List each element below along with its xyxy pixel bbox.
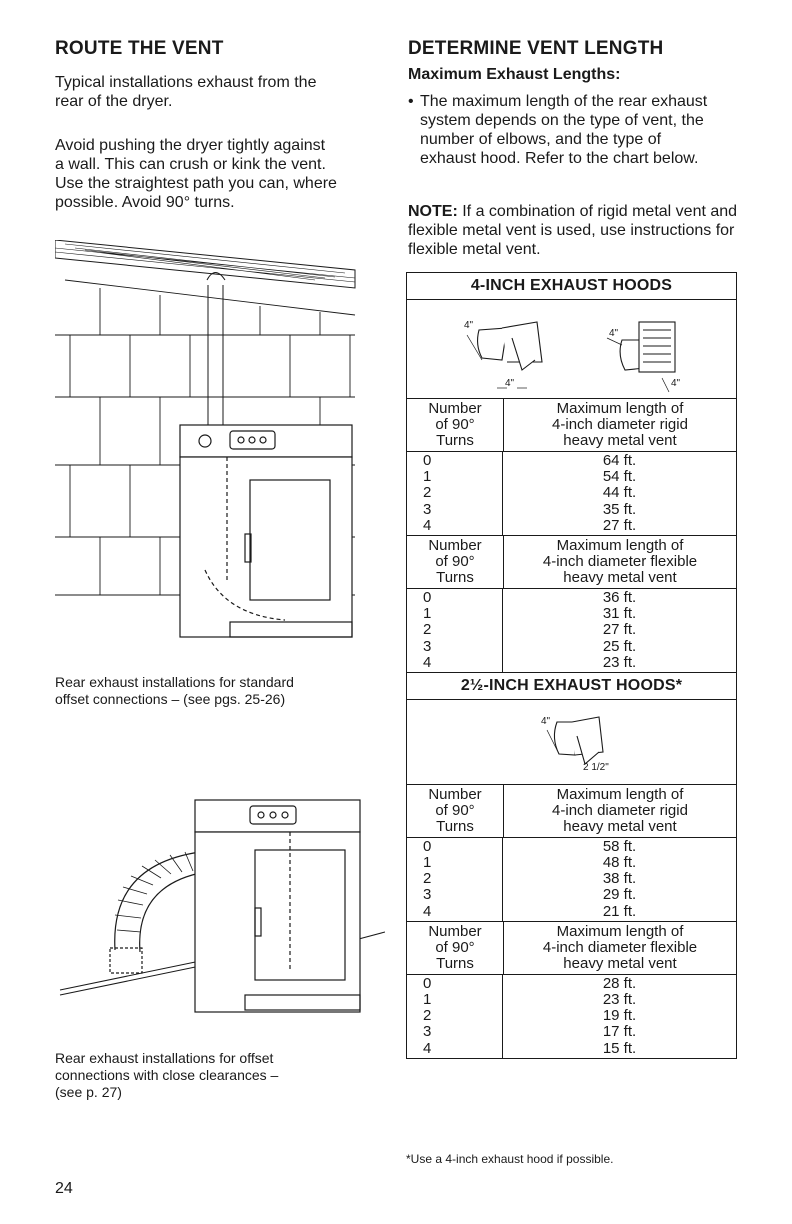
length-cell: 19 ft. xyxy=(602,1007,637,1025)
louvered-hood-icon xyxy=(467,322,542,370)
route-vent-intro: Typical installations exhaust from the rear of the dryer. xyxy=(55,74,317,110)
header-diameter: 4-inch diameter flexible xyxy=(542,938,698,956)
header-vent-type: heavy metal vent xyxy=(563,568,677,586)
header-turns: Turns xyxy=(436,954,474,972)
length-cell: 38 ft. xyxy=(602,870,637,888)
small-louvered-hood-icon xyxy=(547,717,603,764)
length-cell: 31 ft. xyxy=(602,605,637,623)
length-cell: 27 ft. xyxy=(602,621,637,639)
header-max-length: Maximum length of xyxy=(556,400,684,417)
table-body-flexible-4 xyxy=(407,589,736,673)
header-of-90: of 90° xyxy=(435,938,475,956)
length-cell: 17 ft. xyxy=(602,1023,637,1041)
table-header-rigid-2-5 xyxy=(407,785,736,838)
length-cell: 29 ft. xyxy=(602,886,637,904)
dryer-2 xyxy=(195,800,360,1012)
table-header-flexible-2-5 xyxy=(407,922,736,975)
hood-illustrations-4-inch xyxy=(407,300,736,399)
length-cell: 28 ft. xyxy=(602,974,637,992)
turns-cell: 2 xyxy=(423,484,432,502)
flexible-vent-duct xyxy=(110,852,205,973)
turns-cell: 0 xyxy=(423,588,432,606)
header-number: Number xyxy=(428,400,482,417)
length-cell: 64 ft. xyxy=(602,452,637,469)
header-number: Number xyxy=(428,922,482,940)
dimension-arrows xyxy=(497,378,669,392)
route-vent-heading: ROUTE THE VENT xyxy=(55,38,224,59)
turns-cell: 1 xyxy=(423,991,432,1008)
length-cell: 44 ft. xyxy=(602,484,637,502)
exhaust-length-bullet: The maximum length of the rear exhaust system depends on the type of vent, the number of elbows, and the type of exhaust hood. Refer to the chart below. xyxy=(420,93,708,167)
turns-cell: 4 xyxy=(423,902,432,920)
hood-illustration-2-5-inch xyxy=(407,700,736,785)
header-number: Number xyxy=(428,536,482,554)
header-of-90: of 90° xyxy=(435,552,475,570)
length-cell: 15 ft. xyxy=(602,1039,637,1057)
turns-cell: 1 xyxy=(423,854,432,872)
route-vent-advice: Avoid pushing the dryer tightly against a wall. This can crush or kink the vent. Use the straightest path you can, where possible. Avoid 90° turns. xyxy=(55,137,337,211)
length-cell: 36 ft. xyxy=(602,588,637,606)
length-cell: 48 ft. xyxy=(602,854,637,872)
table-header-flexible-4 xyxy=(407,536,736,589)
turns-cell: 4 xyxy=(423,653,432,671)
header-vent-type: heavy metal vent xyxy=(563,432,677,449)
turns-cell: 2 xyxy=(423,1007,432,1025)
section-title-4-inch: 4-INCH EXHAUST HOODS xyxy=(407,273,736,300)
length-cell: 25 ft. xyxy=(602,637,637,655)
turns-cell: 1 xyxy=(423,468,432,486)
section-title-2-5-inch: 2½-INCH EXHAUST HOODS* xyxy=(407,673,736,700)
dim-label-d: 4" xyxy=(671,378,681,389)
length-cell: 54 ft. xyxy=(602,468,637,486)
header-of-90: of 90° xyxy=(435,416,475,433)
dim-label-small-b: 2 1/2" xyxy=(583,761,609,773)
length-cell: 23 ft. xyxy=(602,991,637,1008)
table-body-rigid-4 xyxy=(407,452,736,536)
length-cell: 27 ft. xyxy=(602,516,637,534)
table-body-flexible-2-5 xyxy=(407,975,736,1058)
turns-cell: 3 xyxy=(423,637,432,655)
header-max-length: Maximum length of xyxy=(556,785,684,803)
vent-length-heading: DETERMINE VENT LENGTH xyxy=(408,38,664,59)
turns-cell: 0 xyxy=(423,452,432,469)
turns-cell: 4 xyxy=(423,1039,432,1057)
table-body-rigid-2-5 xyxy=(407,838,736,922)
chart-footnote: *Use a 4-inch exhaust hood if possible. xyxy=(406,1152,614,1166)
hood-drawings xyxy=(407,300,735,398)
turns-cell: 3 xyxy=(423,1023,432,1041)
header-turns: Turns xyxy=(436,432,474,449)
turns-cell: 3 xyxy=(423,500,432,518)
ceiling-joist-hatch xyxy=(55,240,355,288)
turns-cell: 2 xyxy=(423,621,432,639)
dryer xyxy=(180,425,352,637)
header-number: Number xyxy=(428,785,482,803)
page-number: 24 xyxy=(55,1180,73,1197)
vent-length-chart xyxy=(406,272,737,1059)
dim-label-small-a: 4" xyxy=(541,715,551,727)
header-diameter: 4-inch diameter rigid xyxy=(552,801,688,819)
length-cell: 21 ft. xyxy=(602,902,637,920)
turns-cell: 0 xyxy=(423,974,432,992)
bullet-mark: • xyxy=(408,93,414,110)
turns-cell: 3 xyxy=(423,886,432,904)
close-clearance-illustration xyxy=(55,790,385,1030)
max-exhaust-subheading: Maximum Exhaust Lengths: xyxy=(408,66,621,83)
note-paragraph xyxy=(408,202,738,259)
header-diameter: 4-inch diameter rigid xyxy=(552,416,688,433)
turns-cell: 0 xyxy=(423,837,432,855)
table-header-rigid-4 xyxy=(407,399,736,452)
header-vent-type: heavy metal vent xyxy=(563,954,677,972)
header-turns: Turns xyxy=(436,568,474,586)
dim-label-c: 4" xyxy=(609,328,619,339)
standard-offset-illustration xyxy=(55,240,365,650)
dim-label-b: 4" xyxy=(505,378,515,389)
length-cell: 35 ft. xyxy=(602,500,637,518)
note-text: If a combination of rigid metal vent and flexible metal vent is used, use instructions for flexible metal vent. xyxy=(408,203,738,258)
caption-close-clearance: Rear exhaust installations for offset connections with close clearances – (see p. 27) xyxy=(55,1050,279,1100)
length-cell: 23 ft. xyxy=(602,653,637,671)
header-of-90: of 90° xyxy=(435,801,475,819)
dim-label-a: 4" xyxy=(464,320,474,331)
turns-cell: 2 xyxy=(423,870,432,888)
turns-cell: 1 xyxy=(423,605,432,623)
header-max-length: Maximum length of xyxy=(556,922,684,940)
length-cell: 58 ft. xyxy=(602,837,637,855)
turns-cell: 4 xyxy=(423,516,432,534)
header-diameter: 4-inch diameter flexible xyxy=(542,552,698,570)
note-label: NOTE: xyxy=(408,203,458,220)
header-max-length: Maximum length of xyxy=(556,536,684,554)
header-vent-type: heavy metal vent xyxy=(563,817,677,835)
small-hood-drawing xyxy=(407,700,735,784)
caption-standard-offset: Rear exhaust installations for standard offset connections – (see pgs. 25-26) xyxy=(55,674,294,707)
header-turns: Turns xyxy=(436,817,474,835)
